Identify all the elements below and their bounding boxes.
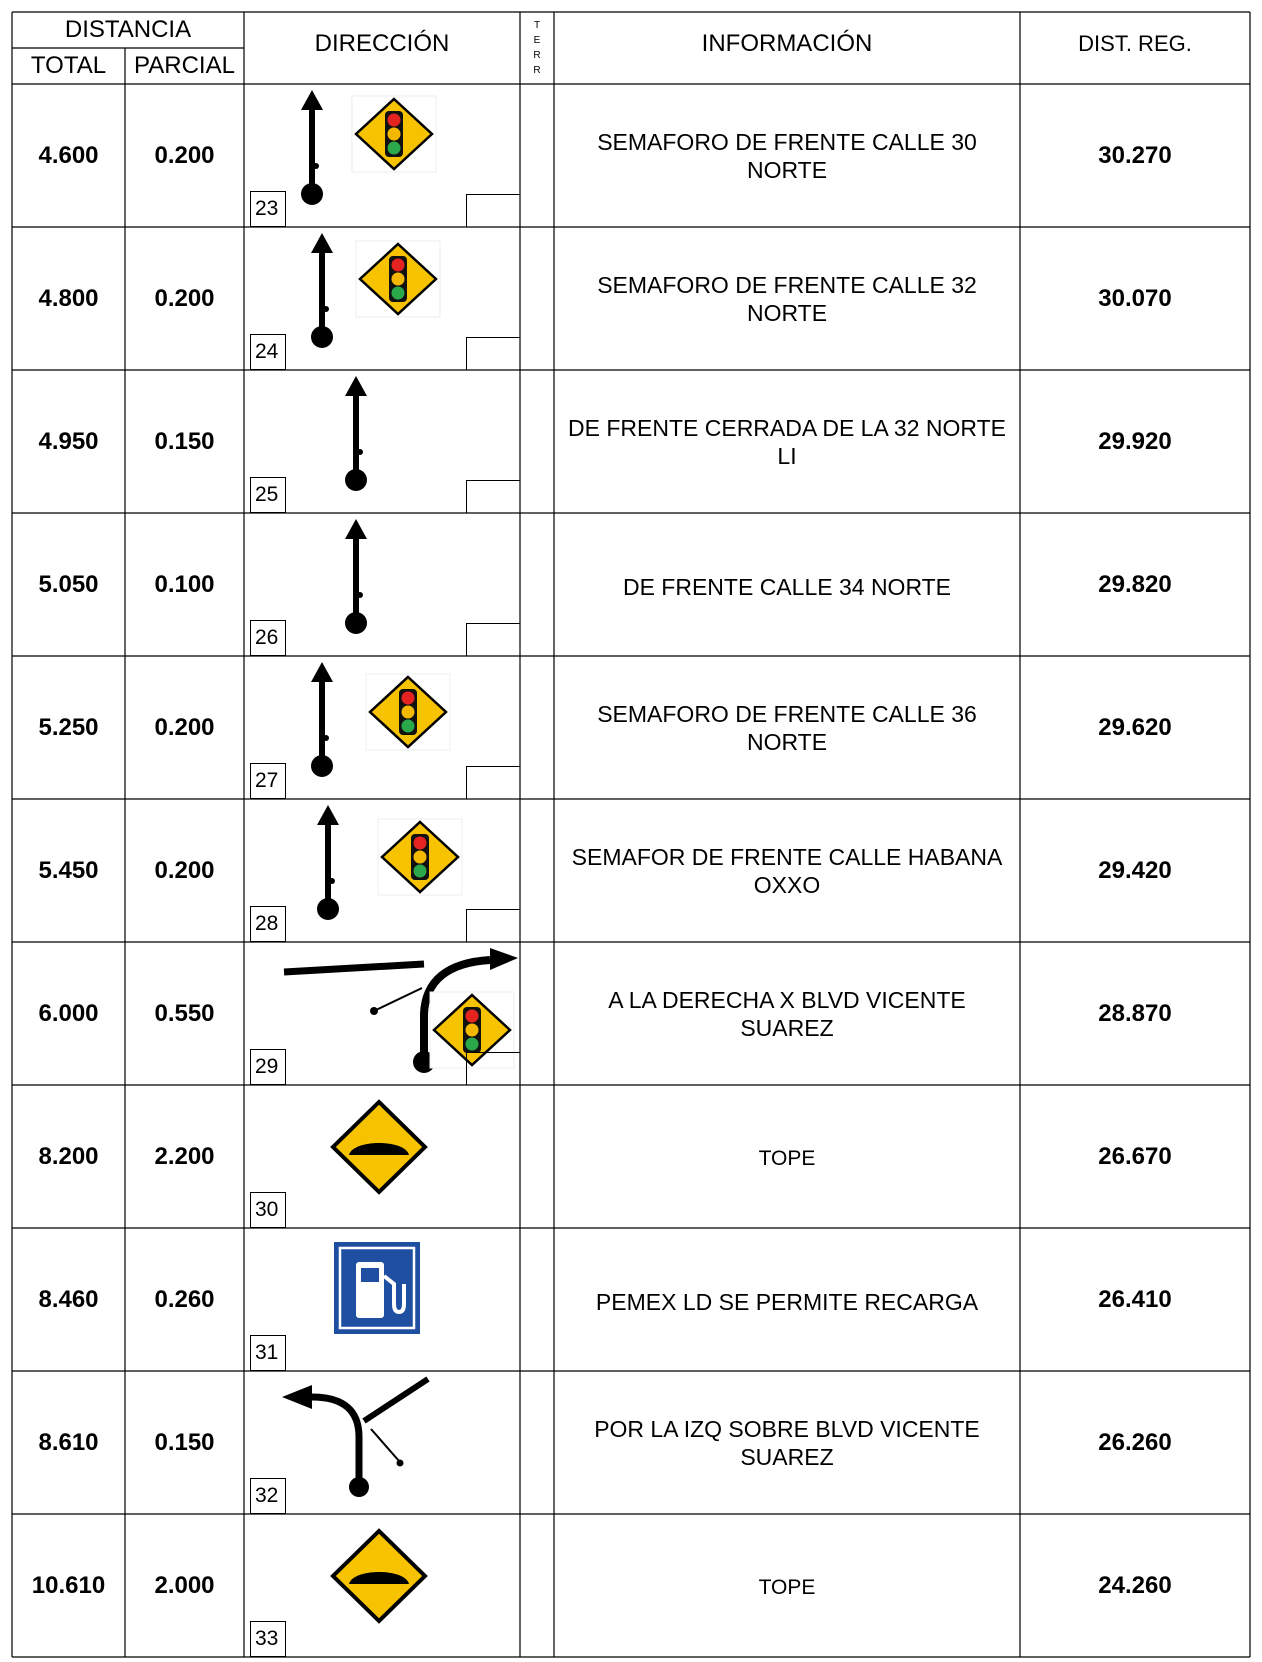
gas-station-sign-icon	[332, 1240, 422, 1336]
dist-reg: 26.410	[1098, 1285, 1172, 1313]
step-number: 24	[250, 334, 286, 370]
total-distance: 8.610	[38, 1428, 99, 1456]
turn-corner-box	[466, 1052, 520, 1085]
step-number: 23	[250, 191, 286, 227]
straight-arrow-icon	[306, 662, 338, 780]
partial-distance: 2.200	[154, 1142, 215, 1170]
terr-cell	[520, 1514, 554, 1657]
dist-reg: 24.260	[1098, 1571, 1172, 1599]
terr-cell	[520, 513, 554, 656]
direction-cell	[244, 656, 520, 799]
route-info: SEMAFORO DE FRENTE CALLE 36 NORTE	[597, 701, 977, 755]
step-number: 28	[250, 906, 286, 942]
turn-corner-box	[466, 337, 520, 370]
total-distance: 6.000	[38, 999, 99, 1027]
terr-cell	[520, 799, 554, 942]
route-info: DE FRENTE CERRADA DE LA 32 NORTE LI	[568, 415, 1006, 469]
step-number: 32	[250, 1478, 286, 1514]
turn-corner-box	[466, 909, 520, 942]
direction-cell	[244, 227, 520, 370]
dist-reg: 26.260	[1098, 1428, 1172, 1456]
total-distance: 5.450	[38, 856, 99, 884]
partial-distance: 0.550	[154, 999, 215, 1027]
terr-letter: T	[533, 20, 541, 31]
header-informacion: INFORMACIÓN	[701, 30, 873, 57]
direction-cell	[244, 1514, 520, 1657]
partial-distance: 0.150	[154, 427, 215, 455]
partial-distance: 0.200	[154, 713, 215, 741]
total-distance: 5.050	[38, 570, 99, 598]
terr-cell	[520, 84, 554, 227]
header-terr	[520, 12, 554, 84]
total-distance: 10.610	[31, 1571, 106, 1599]
turn-corner-box	[466, 194, 520, 227]
step-number: 29	[250, 1049, 286, 1085]
left-turn-arrow-icon	[274, 1377, 454, 1503]
header-direccion: DIRECCIÓN	[314, 30, 450, 57]
direction-cell	[244, 1085, 520, 1228]
terr-letter: R	[533, 50, 541, 61]
terr-letter: E	[533, 35, 541, 46]
dist-reg: 30.070	[1098, 284, 1172, 312]
dist-reg: 28.870	[1098, 999, 1172, 1027]
straight-arrow-icon	[296, 90, 328, 208]
dist-reg: 29.920	[1098, 427, 1172, 455]
direction-cell	[244, 1371, 520, 1514]
direction-cell	[244, 84, 520, 227]
step-number: 27	[250, 763, 286, 799]
header-dist-reg: DIST. REG.	[1078, 31, 1192, 56]
partial-distance: 0.200	[154, 141, 215, 169]
header-total: TOTAL	[30, 52, 107, 79]
speed-bump-sign-icon	[329, 1528, 429, 1624]
step-number: 33	[250, 1621, 286, 1657]
terr-cell	[520, 656, 554, 799]
route-info: DE FRENTE CALLE 34 NORTE	[622, 574, 952, 600]
total-distance: 5.250	[38, 713, 99, 741]
straight-arrow-icon	[312, 805, 344, 923]
direction-cell	[244, 1228, 520, 1371]
straight-arrow-icon	[340, 376, 372, 494]
dist-reg: 29.420	[1098, 856, 1172, 884]
step-number: 30	[250, 1192, 286, 1228]
route-info: A LA DERECHA X BLVD VICENTE SUAREZ	[608, 987, 966, 1041]
traffic-light-sign-icon	[366, 674, 450, 750]
turn-corner-box	[466, 766, 520, 799]
direction-cell	[244, 942, 520, 1085]
traffic-light-sign-icon	[378, 819, 462, 895]
terr-cell	[520, 227, 554, 370]
route-info: SEMAFORO DE FRENTE CALLE 30 NORTE	[597, 129, 977, 183]
partial-distance: 2.000	[154, 1571, 215, 1599]
traffic-light-sign-icon	[352, 96, 436, 172]
dist-reg: 26.670	[1098, 1142, 1172, 1170]
direction-cell	[244, 513, 520, 656]
route-info: TOPE	[758, 1576, 816, 1599]
turn-corner-box	[466, 623, 520, 656]
total-distance: 4.800	[38, 284, 99, 312]
terr-letter: R	[533, 65, 541, 76]
step-number: 26	[250, 620, 286, 656]
partial-distance: 0.150	[154, 1428, 215, 1456]
total-distance: 8.460	[38, 1285, 99, 1313]
partial-distance: 0.200	[154, 856, 215, 884]
step-number: 31	[250, 1335, 286, 1371]
speed-bump-sign-icon	[329, 1099, 429, 1195]
route-info: SEMAFORO DE FRENTE CALLE 32 NORTE	[597, 272, 977, 326]
route-info: POR LA IZQ SOBRE BLVD VICENTE SUAREZ	[594, 1416, 980, 1470]
partial-distance: 0.100	[154, 570, 215, 598]
direction-cell	[244, 370, 520, 513]
partial-distance: 0.260	[154, 1285, 215, 1313]
turn-corner-box	[466, 480, 520, 513]
terr-cell	[520, 370, 554, 513]
total-distance: 4.950	[38, 427, 99, 455]
dist-reg: 29.620	[1098, 713, 1172, 741]
header-parcial: PARCIAL	[134, 52, 235, 79]
step-number: 25	[250, 477, 286, 513]
total-distance: 8.200	[38, 1142, 99, 1170]
terr-cell	[520, 1085, 554, 1228]
route-info: SEMAFOR DE FRENTE CALLE HABANA OXXO	[571, 844, 1003, 898]
terr-cell	[520, 942, 554, 1085]
straight-arrow-icon	[340, 519, 372, 637]
traffic-light-sign-icon	[356, 241, 440, 317]
dist-reg: 30.270	[1098, 141, 1172, 169]
direction-cell	[244, 799, 520, 942]
terr-cell	[520, 1228, 554, 1371]
total-distance: 4.600	[38, 141, 99, 169]
partial-distance: 0.200	[154, 284, 215, 312]
header-distancia: DISTANCIA	[64, 16, 192, 43]
route-info: PEMEX LD SE PERMITE RECARGA	[595, 1289, 979, 1315]
dist-reg: 29.820	[1098, 570, 1172, 598]
terr-cell	[520, 1371, 554, 1514]
straight-arrow-icon	[306, 233, 338, 351]
route-info: TOPE	[758, 1147, 816, 1170]
